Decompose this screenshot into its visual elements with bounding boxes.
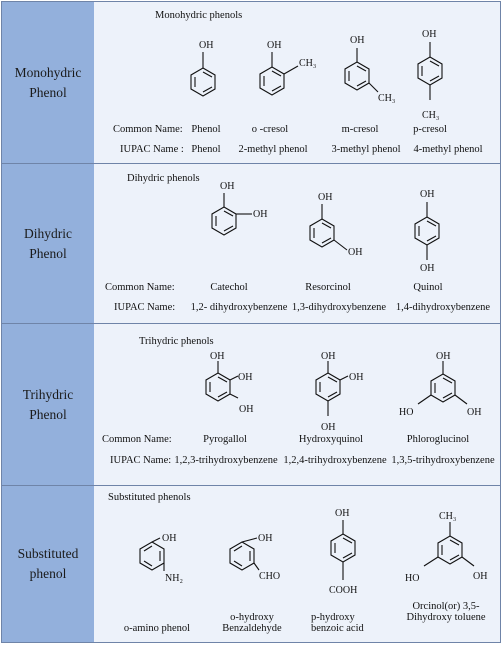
row-substituted — [2, 485, 500, 642]
common-name-orcinol: Orcinol(or) 3,5-Dihydroxy toluene — [406, 601, 486, 623]
common-name-resorcinol: Resorcinol — [305, 282, 351, 293]
iupac-name-pyrogallol: 1,2,3-trihydroxybenzene — [174, 455, 278, 466]
row-content-trihydric — [94, 324, 500, 485]
row-label-dihydric: Dihydric Phenol — [2, 164, 95, 323]
group-oh: OH — [349, 372, 364, 383]
group-ch3: CH₃ — [439, 511, 457, 522]
common-name-pyrogallol: Pyrogallol — [203, 434, 247, 445]
group-ch3: CH₃ — [378, 93, 396, 104]
structure-dihydric — [94, 164, 500, 324]
row-label-substituted: Substituted phenol — [2, 486, 95, 642]
subheading-trihydric: Trihydric phenols — [139, 336, 214, 347]
iupac-name-catechol: 1,2- dihydroxybenzene — [190, 302, 288, 313]
common-name-phloroglucinol: Phloroglucinol — [406, 434, 470, 445]
iupac-name-label: IUPAC Name : — [120, 144, 184, 155]
iupac-name-label: IUPAC Name: — [114, 302, 176, 313]
group-oh: OH — [239, 404, 254, 415]
group-oh: OH — [321, 422, 336, 433]
iupac-name-resorcinol: 1,3-dihydroxybenzene — [291, 302, 387, 313]
group-oh: OH — [473, 571, 488, 582]
group-oh: OH — [162, 533, 177, 544]
common-name-hydroxyquinol: Hydroxyquinol — [298, 434, 364, 445]
group-oh: OH — [350, 35, 365, 46]
group-oh: OH — [321, 351, 336, 362]
subheading-substituted: Substituted phenols — [108, 492, 191, 503]
group-oh: OH — [199, 40, 214, 51]
group-oh: OH — [335, 508, 350, 519]
group-oh: OH — [258, 533, 273, 544]
iupac-name-m-cresol: 3-methyl phenol — [331, 144, 401, 155]
common-name-p-hydroxybenzoic-acid: p-hydroxy benzoic acid — [311, 612, 364, 634]
group-cooh: COOH — [329, 585, 358, 596]
row-content-substituted — [94, 486, 500, 642]
group-oh: OH — [210, 351, 225, 362]
common-name-phenol: Phenol — [191, 124, 221, 135]
group-oh: OH — [420, 263, 435, 274]
row-content-dihydric — [94, 164, 500, 323]
group-oh: OH — [220, 181, 235, 192]
group-oh: OH — [467, 407, 482, 418]
group-oh: OH — [420, 189, 435, 200]
subheading-monohydric: Monohydric phenols — [155, 10, 243, 21]
common-name-label: Common Name: — [102, 434, 172, 445]
group-oh: OH — [253, 209, 268, 220]
common-name-m-cresol: m-cresol — [341, 124, 379, 135]
group-nh2: NH₂ — [165, 573, 183, 584]
common-name-catechol: Catechol — [210, 282, 248, 293]
row-monohydric — [2, 2, 500, 163]
group-oh: OH — [422, 29, 437, 40]
group-ho: HO — [399, 407, 414, 418]
common-name-label: Common Name: — [105, 282, 175, 293]
iupac-name-phloroglucinol: 1,3,5-trihydroxybenzene — [391, 455, 495, 466]
common-name-o-cresol: o -cresol — [251, 124, 289, 135]
group-oh: OH — [267, 40, 282, 51]
common-name-o-hydroxybenzaldehyde: o-hydroxy Benzaldehyde — [222, 612, 282, 634]
phenol-classification-table — [1, 1, 501, 643]
iupac-name-phenol: Phenol — [191, 144, 221, 155]
group-ho: HO — [405, 573, 420, 584]
iupac-name-label: IUPAC Name: — [110, 455, 172, 466]
iupac-name-hydroxyquinol: 1,2,4-trihydroxybenzene — [283, 455, 387, 466]
iupac-name-p-cresol: 4-methyl phenol — [413, 144, 483, 155]
group-oh: OH — [348, 247, 363, 258]
structure-phenol — [94, 2, 500, 163]
row-label-trihydric: Trihydric Phenol — [2, 324, 95, 485]
row-dihydric — [2, 163, 500, 323]
subheading-dihydric: Dihydric phenols — [127, 173, 200, 184]
common-name-label: Common Name: — [113, 124, 183, 135]
common-name-quinol: Quinol — [413, 282, 443, 293]
group-oh: OH — [436, 351, 451, 362]
group-cho: CHO — [259, 571, 281, 582]
row-trihydric — [2, 323, 500, 485]
row-content-monohydric — [94, 2, 500, 163]
iupac-name-quinol: 1,4-dihydroxybenzene — [395, 302, 491, 313]
group-ch3: CH₃ — [422, 110, 440, 121]
row-label-monohydric: Monohydric Phenol — [2, 2, 95, 163]
common-name-o-amino-phenol: o-amino phenol — [123, 623, 191, 634]
group-oh: OH — [238, 372, 253, 383]
group-oh: OH — [318, 192, 333, 203]
common-name-p-cresol: p-cresol — [413, 124, 447, 135]
iupac-name-o-cresol: 2-methyl phenol — [238, 144, 308, 155]
group-ch3: CH₃ — [299, 58, 317, 69]
